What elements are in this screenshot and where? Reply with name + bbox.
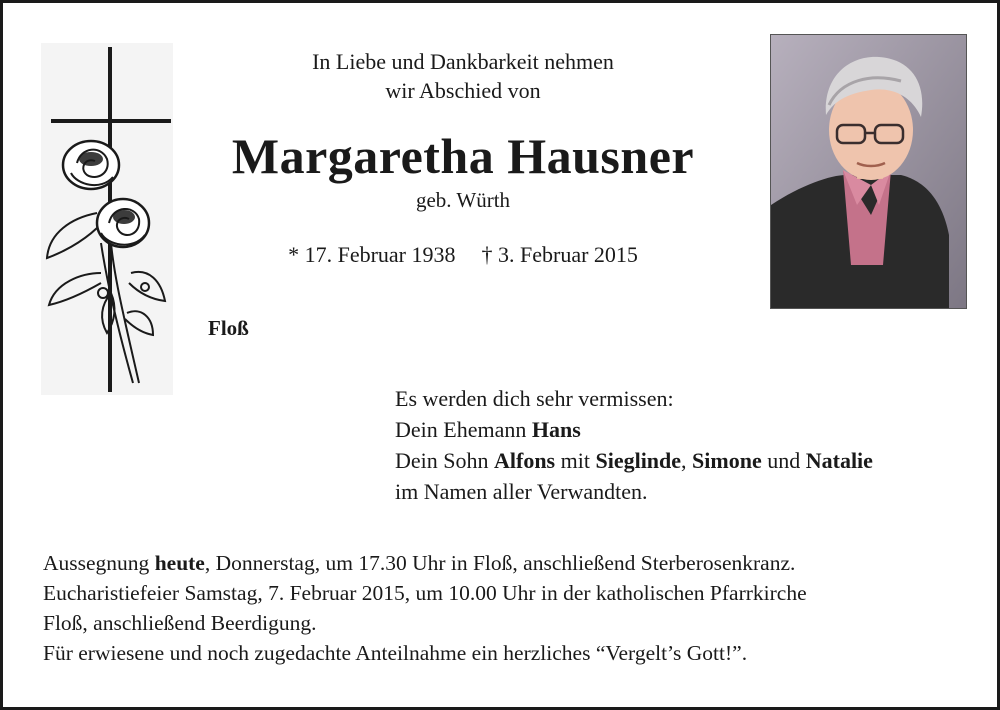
relative-name: Sieglinde [595,448,682,473]
cross-with-roses-icon [41,43,173,395]
mourner-prefix: Dein Sohn [395,448,494,473]
son-name: Alfons [494,448,556,473]
details-prefix: Aussegnung [43,551,155,575]
relative-name: Natalie [805,448,873,473]
mourner-connector: mit [555,448,596,473]
portrait-photo [770,34,967,309]
details-line-1 [43,548,973,578]
mourner-prefix: Dein Ehemann [395,417,532,442]
mourner-line-son [395,445,873,476]
details-line-2: Eucharistiefeier Samstag, 7. Februar 2015, um 10.00 Uhr in der katholischen Pfarrkirche [43,581,807,605]
birth-date: * 17. Februar 1938 [288,242,456,267]
maiden-name: geb. Würth [415,188,511,212]
husband-name: Hans [531,417,581,442]
intro-line-1: In Liebe und Dankbarkeit nehmen [312,49,614,74]
intro-text [183,47,743,105]
intro-line-2: wir Abschied von [385,78,541,103]
mourners-intro: Es werden dich sehr vermissen: [395,386,674,411]
mourners-closing: im Namen aller Verwandten. [395,479,648,504]
death-date: † 3. Februar 2015 [481,242,638,267]
deceased-name: Margaretha Hausner [231,128,695,184]
service-details [43,548,973,668]
details-rest: , Donnerstag, um 17.30 Uhr in Floß, anschließend Sterberosenkranz. [204,551,796,575]
relative-name: Simone [692,448,762,473]
mourners-list [395,383,873,507]
place-name: Floß [208,316,249,340]
life-dates [203,242,723,268]
mourner-connector: und [761,448,806,473]
mourner-line-husband [395,414,873,445]
details-line-4: Für erwiesene und noch zugedachte Anteilnahme ein herzliches “Vergelt’s Gott!”. [43,641,748,665]
details-line-3: Floß, anschließend Beerdigung. [43,611,317,635]
details-bold: heute [154,551,205,575]
mourner-connector: , [681,448,693,473]
